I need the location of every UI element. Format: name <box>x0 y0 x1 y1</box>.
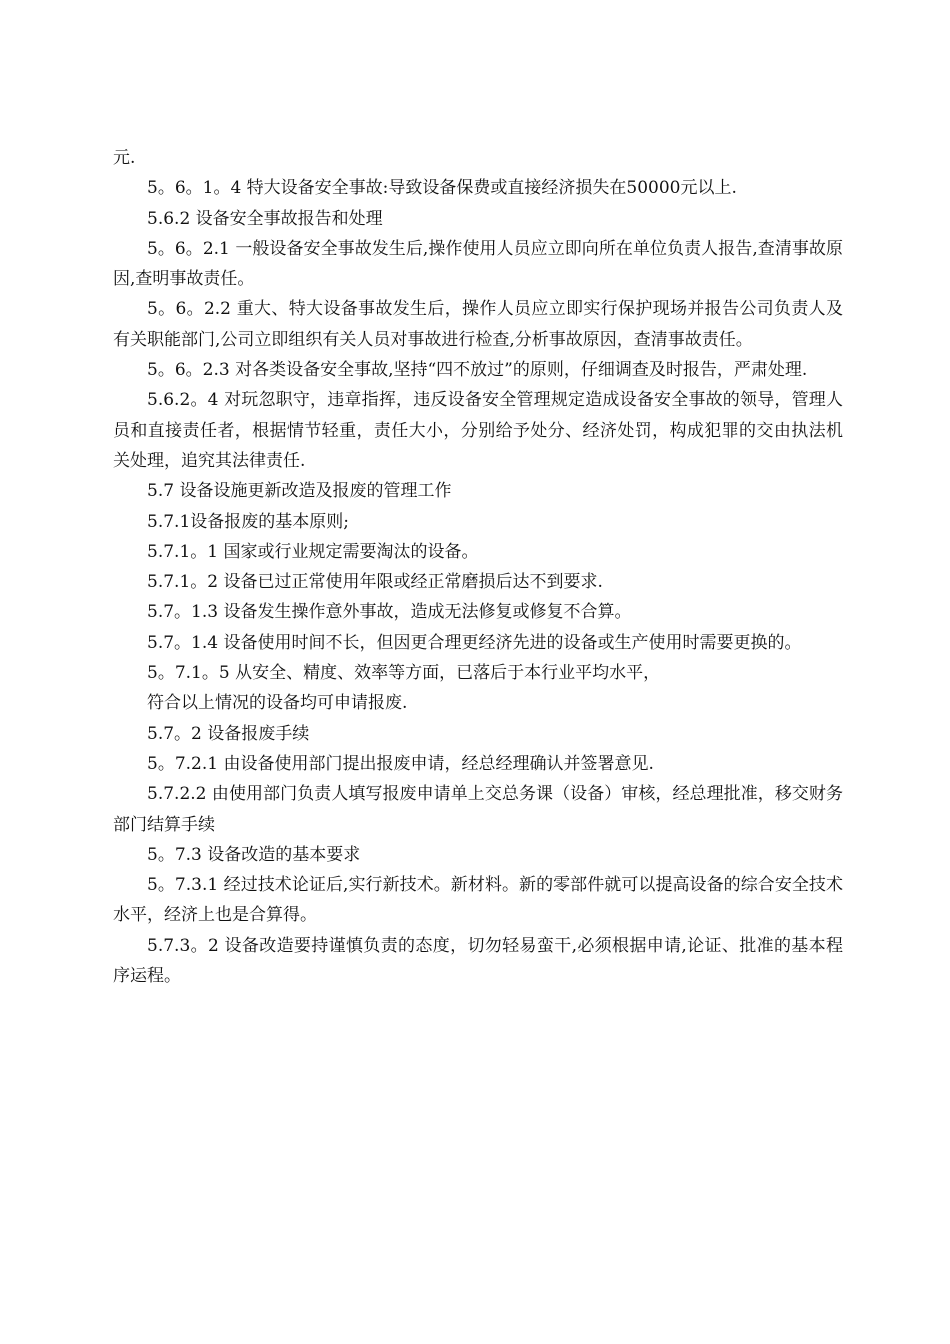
paragraph-5-7-1-3: 5.7。1.3 设备发生操作意外事故，造成无法修复或修复不合算。 <box>147 602 632 623</box>
heading-5-7-2: 5.7。2 设备报废手续 <box>147 723 310 744</box>
paragraph-5-6-1-4: 5。6。1。4 特大设备安全事故:导致设备保费或直接经济损失在50000元以上. <box>147 178 737 199</box>
paragraph-5-7-3-2: 5.7.3。2 设备改造要持谨慎负责的态度，切勿轻易蛮干,必须根据申请,论证、批准的基本程序运程。 <box>113 935 843 987</box>
heading-5-6-2: 5.6.2 设备安全事故报告和处理 <box>147 208 383 229</box>
paragraph-5-6-2-2: 5。6。2.2 重大、特大设备事故发生后，操作人员应立即实行保护现场并报告公司负责人及有关职能部门,公司立即组织有关人员对事故进行检查,分析事故原因，查清事故责任。 <box>113 299 843 350</box>
heading-5-7-1: 5.7.1设备报废的基本原则; <box>147 511 349 532</box>
paragraph-5-7-2-2: 5.7.2.2 由使用部门负责人填写报废申请单上交总务课（设备）审核，经总理批准，移交财务部门结算手续 <box>113 784 843 835</box>
paragraph-5-6-2-1: 5。6。2.1 一般设备安全事故发生后,操作使用人员应立即向所在单位负责人报告,查清事故原因,查明事故责任。 <box>113 238 843 290</box>
heading-5-7: 5.7 设备设施更新改造及报废的管理工作 <box>147 481 452 502</box>
paragraph-5-7-1-2: 5.7.1。2 设备已过正常使用年限或经正常磨损后达不到要求. <box>147 572 603 593</box>
paragraph-5-7-2-1: 5。7.2.1 由设备使用部门提出报废申请，经总经理确认并签署意见. <box>147 753 654 774</box>
paragraph-5-7-1-4: 5.7。1.4 设备使用时间不长，但因更合理更经济先进的设备或生产使用时需要更换的。 <box>147 632 802 653</box>
paragraph-5-6-2-3: 5。6。2.3 对各类设备安全事故,坚持“四不放过”的原则，仔细调查及时报告，严肃处理. <box>147 360 808 381</box>
paragraph-5-7-1-5: 5。7.1。5 从安全、精度、效率等方面，已落后于本行业平均水平， <box>147 663 661 684</box>
paragraph-summary: 符合以上情况的设备均可申请报废. <box>147 693 408 714</box>
document-body <box>113 143 843 991</box>
heading-5-7-3: 5。7.3 设备改造的基本要求 <box>147 844 361 865</box>
paragraph-5-7-3-1: 5。7.3.1 经过技术论证后,实行新技术。新材料。新的零部件就可以提高设备的综合安全技术水平，经济上也是合算得。 <box>113 875 843 926</box>
paragraph-continuation: 元. <box>113 148 136 168</box>
paragraph-5-7-1-1: 5.7.1。1 国家或行业规定需要淘汰的设备。 <box>147 541 479 562</box>
paragraph-5-6-2-4: 5.6.2。4 对玩忽职守，违章指挥，违反设备安全管理规定造成设备安全事故的领导，管理人员和直接责任者，根据情节轻重，责任大小，分别给予处分、经济处罚，构成犯罪的交由执法机关处理，追究其法律责任. <box>113 390 843 471</box>
